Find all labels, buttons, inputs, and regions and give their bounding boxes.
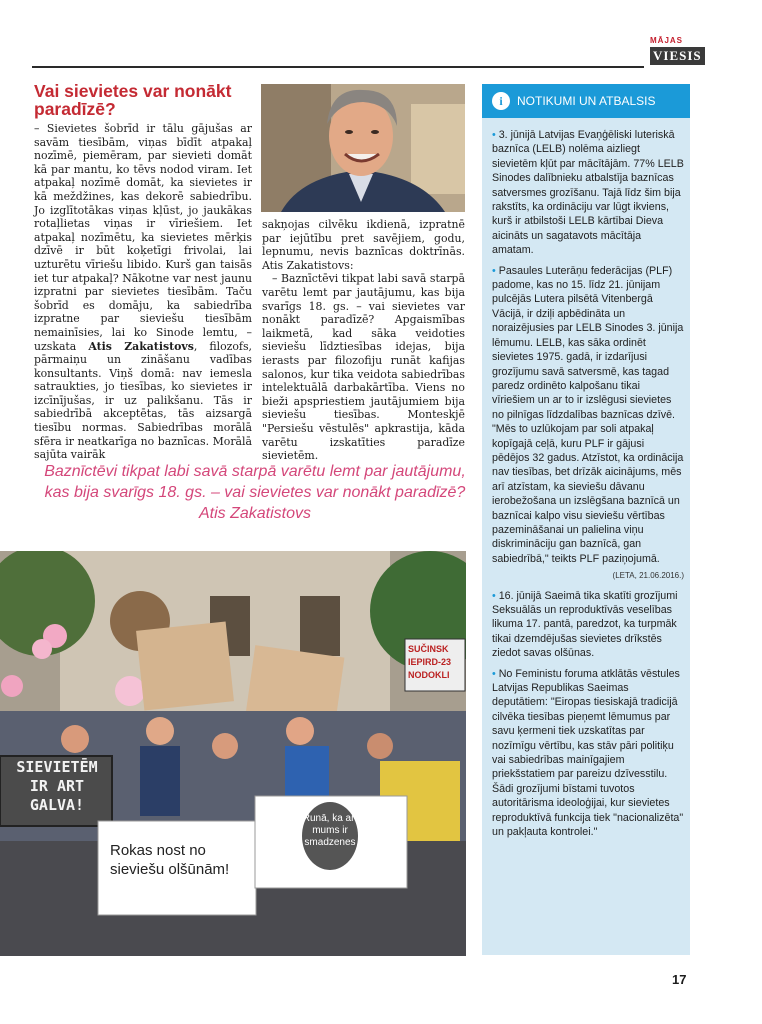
sidebar-item-text: 3. jūnijā Latvijas Evaņģēliski luteriskā baznīca (LELB) nolēma aizliegt sievietēm kļūt par mācītājām. 77% LELB Sinodes dalībnieku atbalstīja baznīcas satversmes grozīšanu. Tajā līdz šim bija rakstīts, ka ordināciju var lūgt ikviens, kurš ir atbilstoši LELB kārtībai Dieva aicināts un sagatavots mācītāja amatam. [492, 129, 684, 257]
pull-quote: Baznīctēvi tikpat labi savā starpā varētu lemt par jautājumu, kas bija svarīgs 18. gs. – vai sievietes var nonākt paradīzē? Atis Zakatistovs [44, 463, 466, 522]
bullet-icon: • [492, 264, 499, 277]
sidebar-title: NOTIKUMI UN ATBALSIS [517, 94, 656, 108]
sidebar-body [492, 128, 684, 846]
bullet-icon: • [492, 129, 499, 141]
author-name: Atis Zakatistovs [88, 339, 194, 353]
sidebar-source: (LETA, 21.06.2016.) [612, 571, 684, 581]
article-headline: Vai sievietes var nonākt paradīzē? [34, 81, 232, 119]
header-rule [32, 66, 644, 68]
sidebar-item-text: Pasaules Luterāņu federācijas (PLF) padome, kas no 15. līdz 21. jūnijam pulcējās Lutera pilsētā Vitenbergā Vācijā, ir dziļi apbēdināta un noraizējusies par LELB Sinodes 3. jūnija lēmumu. LELB, kas sāka ordinēt sievietes 1975. gadā, ir izdarījusi grozījumu savā satversmē, kas tagad paredz ordinēto kalpošanu tikai vīriešiem un ar to ir izslēgusi sievietes no pilnīgas līdzdalības baznīcas dzīvē. "Mēs to uzlūkojam par soli atpakaļ kopīgajā ceļā, kuru PLF ir gājusi pēdējos 32 gadus. Atzīstot, ka ordinācija nav tiesības, bet drīzāk aicinājums, mēs arī atzīstam, ka sieviešu dāvanu ierobežošana un izslēgšana baznīcā un baznīcai kalpo visu sieviešu vērtības pazemināšanai un palielina viņu diskrimināciju gan baznīcā, gan sabiedrībā," teikts PLF paziņojumā. [492, 264, 684, 565]
paragraph: – Baznīctēvi tikpat labi savā starpā varētu lemt par jautājumu, kas bija svarīgs 18. gs. – vai sievietes var nonākt paradīzē? Apgaismības laikmetā, kad sāka veidoties sieviešu līdztiesības idejas, bija ierasts par filozofiju runāt kafijas salonos, kur tika veidota sabiedrības intelektuālā darbakārtība. Viens no bieži apspriestiem jautājumiem bija sieviešu tiesības. Monteskjē "Persiešu vēstulēs" apkrastija, kāda varētu izskatīties paradīze sievietēm. [262, 272, 465, 463]
bullet-icon: • [492, 589, 499, 602]
sidebar-item [492, 589, 684, 661]
portrait-photo [261, 84, 465, 212]
sidebar-item-text: 16. jūnijā Saeimā tika skatīti grozījumi Seksuālās un reproduktīvās veselības likuma 17. pantā, paredzot, ka turpmāk tikai dzemdējušas sievietes drīkstēs ziedot savas olšūnas. [492, 589, 678, 660]
events-sidebar [482, 84, 690, 955]
protest-photo [0, 551, 466, 956]
sidebar-item [492, 128, 684, 258]
bullet-icon: • [492, 667, 499, 680]
page-number: 17 [672, 972, 687, 987]
article-column-1 [34, 122, 252, 462]
paragraph [34, 122, 252, 462]
logo-big-text: VIESIS [650, 47, 705, 65]
sidebar-header [482, 84, 690, 118]
sidebar-item [492, 667, 684, 840]
protest-sign-center: Rokas nost no sieviešu olšūnām! [110, 842, 230, 878]
logo-small-text: MĀJAS [650, 36, 684, 45]
sidebar-item-text: No Feministu foruma atklātās vēstules Latvijas Republikas Saeimas deputātiem: "Eiropas tiesiskajā tradicijā cilvēka tiesības pieņemt lēmumus par savu ķermeni tiek uzskatītas par nozīmīgu vērtību, kas stāv pāri politiķu vai sabiedrības mainīgajiem priekšstatiem par pareizu dzīvesstilu. Šādi grozījumi bīstami tuvotos autoritārisma ideoloģijai, kur sievietes reproduktīvā funkcija tiek "nacionalizēta" un pakļauta kontrolei." [492, 667, 684, 839]
protest-illustration [0, 551, 466, 956]
protest-sign-back: SUČINSK IEPIRD-23 NODOKLI [408, 644, 452, 680]
magazine-logo [650, 36, 710, 68]
protest-sign-left: SIEVIETĒM IR ART GALVA! [16, 758, 98, 814]
portrait-illustration [261, 84, 465, 212]
article-column-2 [262, 218, 465, 463]
paragraph-text: – Sievietes šobrīd ir tālu gājušas ar savām tiesībām, viņas bīdīt atpakaļ nozīmē, piemēram, par sievieti domāt kā par mantu, ko tēvs nodod viram. Iet atpakaļ nozīmē domāt, ka sievietes ir kā meždžines, kas dekorē sabiedrību. Jo izglītotākas viņas kļūst, jo jaukākas rotaļlietas viņas ir vīriešiem. Iet atpakaļ nozīmētu, ka sievietes mērķis dzīvē ir būt koķetīgi frivolai, lai uzturētu vīriešu libido. Kurš gan taisās iet tur atpakaļ? Nākotne var nest jaunu izpratni par sievietes tiesībām. Taču šobrīd es domāju, ka sabiedrība izpratne par sieviešu tiesībām nemainīsies, lai ko Sinode lemtu, – uzskata [34, 122, 252, 353]
protest-sign-right: Runā, ka arī mums ir smadzenes [302, 813, 358, 848]
paragraph-text: , filozofs, pārmaiņu un zināšanu vadības konsultants. Viņš domā: nav iemesla satraukties, jo tiesības, ko sievietes ir izcīnījušas, ir uz palikšanu. Tās ir sabiedrībā akceptētas, tās aizsargā tiesību normas. Sabiedrības morālā sfēra ir neatkarīga no baznīcas. Morālā sajūta vairāk [34, 339, 253, 462]
sidebar-item [492, 264, 684, 567]
paragraph: sakņojas cilvēku ikdienā, izpratnē par iejūtību pret savējiem, godu, lepnumu, nevis baznīcas doktrīnās. Atis Zakatistovs: [262, 218, 465, 272]
info-icon: i [492, 92, 510, 110]
